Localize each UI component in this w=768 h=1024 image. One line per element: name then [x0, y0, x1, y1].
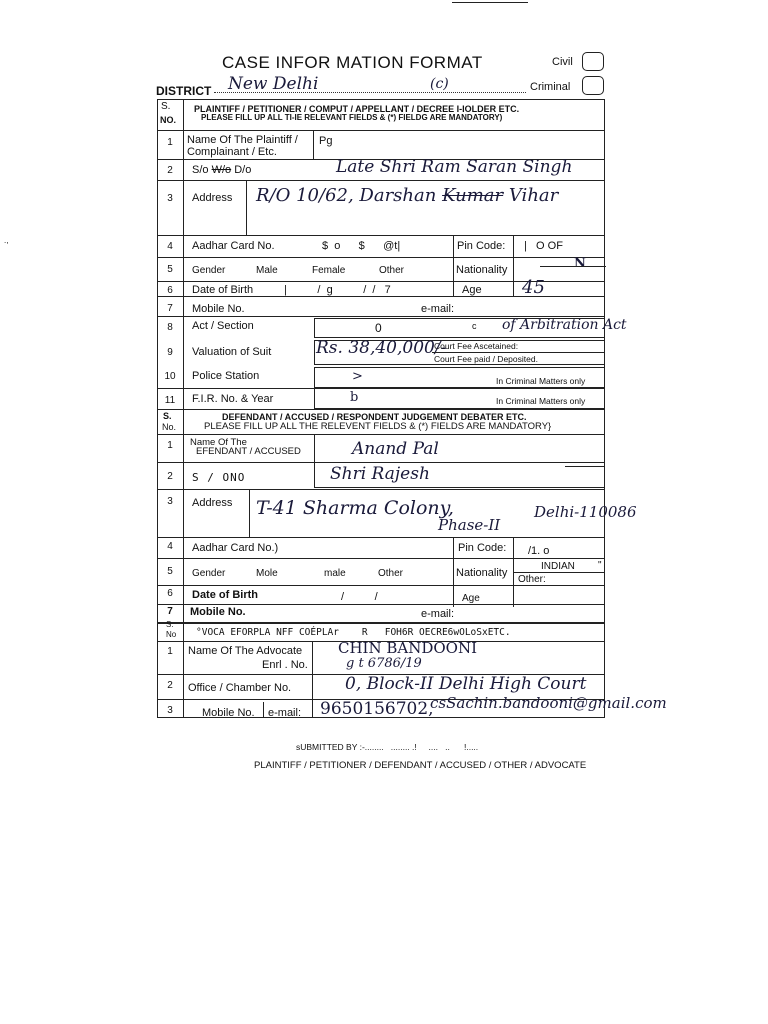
plaintiff-aadhar-label: Aadhar Card No. — [192, 240, 275, 252]
divider — [157, 604, 605, 605]
advocate-sno-label: S. — [166, 620, 174, 629]
defendant-relation-label: S / ONO — [192, 471, 246, 484]
defendant-dob-value[interactable]: / / — [341, 591, 378, 603]
address-text: R/O 10/62, Darshan — [256, 185, 437, 206]
defendant-nationality-mark: " — [598, 560, 602, 571]
plaintiff-act-value-2[interactable]: c — [472, 321, 477, 331]
divider — [565, 466, 605, 467]
row-number: 9 — [167, 347, 173, 358]
divider — [313, 130, 314, 159]
defendant-gender-other[interactable]: Other — [378, 568, 404, 579]
row-number: 7 — [167, 303, 173, 314]
plaintiff-aadhar-value[interactable]: $ o $ @t| — [322, 240, 401, 252]
divider — [157, 180, 605, 181]
divider — [157, 235, 605, 236]
defendant-email-label: e-mail: — [421, 608, 455, 620]
fir-value-mark[interactable]: b — [350, 390, 359, 405]
row-number: 4 — [167, 541, 173, 552]
plaintiff-name-value[interactable]: Pg — [319, 135, 333, 147]
submitted-by: sUBMITTED BY :-........ ........ .! .... .. !..... — [296, 742, 479, 752]
plaintiff-fir-label: F.I.R. No. & Year — [192, 393, 274, 405]
row-number: 1 — [167, 137, 173, 148]
row-number: 2 — [167, 680, 173, 691]
plaintiff-mobile-label: Mobile No. — [192, 303, 245, 315]
wo-label-struck: W/o — [211, 164, 232, 176]
defendant-address-label: Address — [192, 497, 233, 509]
row-number: 8 — [167, 322, 173, 333]
advocate-no-label: No — [166, 630, 177, 639]
defendant-nationality-value[interactable]: INDIAN — [541, 561, 575, 572]
plaintiff-act-value[interactable]: 0 — [375, 321, 382, 335]
advocate-name-label: Name Of The Advocate — [188, 645, 303, 657]
plaintiff-father-name[interactable]: Late Shri Ram Saran Singh — [336, 157, 573, 177]
plaintiff-name-label-2: Complainant / Etc. — [187, 146, 277, 158]
defendant-pin-value[interactable]: /1. o — [528, 545, 550, 557]
divider — [432, 352, 605, 353]
plaintiff-sno-label: S. — [161, 101, 171, 112]
row-number: 4 — [167, 241, 173, 252]
plaintiff-gender-male[interactable]: Male — [256, 265, 278, 276]
court-fee-ascertained: Court Fee Ascetained: — [434, 341, 519, 351]
plaintiff-relation-label — [192, 164, 251, 176]
defendant-father-name[interactable]: Shri Rajesh — [330, 464, 430, 484]
plaintiff-pin-label: Pin Code: — [457, 240, 506, 252]
row-number: 1 — [167, 646, 173, 657]
advocate-enrl-value[interactable]: g t 6786/19 — [346, 656, 422, 671]
district-extra[interactable]: (c) — [430, 76, 449, 92]
advocate-email-label: e-mail: — [268, 707, 302, 719]
plaintiff-police-label: Police Station — [192, 370, 260, 382]
divider — [157, 434, 605, 435]
divider — [314, 434, 315, 462]
defendant-pin-label: Pin Code: — [458, 542, 507, 554]
advocate-sno-divider — [183, 622, 184, 718]
row-number: 2 — [167, 165, 173, 176]
plaintiff-heading: PLAINTIFF / PETITIONER / COMPUT / APPELLANT / DECREE I-IOLDER ETC. — [194, 104, 520, 114]
defendant-name-label: Name Of The — [190, 437, 247, 448]
top-rule — [452, 2, 528, 3]
plaintiff-gender-other[interactable]: Other — [379, 265, 405, 276]
divider — [157, 130, 605, 131]
divider — [157, 585, 605, 586]
divider — [157, 537, 605, 538]
row-number: 7 — [167, 606, 173, 617]
defendant-nationality-label: Nationality — [456, 567, 508, 579]
row-number: 3 — [167, 496, 173, 507]
defendant-mobile-label: Mobile No. — [190, 606, 246, 618]
divider — [513, 235, 514, 297]
divider — [263, 702, 264, 718]
nationality-underline — [540, 266, 606, 267]
divider — [157, 257, 605, 258]
civil-label: Civil — [552, 56, 573, 68]
plaintiff-valuation-value[interactable]: Rs. 38,40,000/- — [316, 338, 447, 358]
divider — [249, 489, 250, 537]
district-value[interactable]: New Delhi — [228, 74, 319, 94]
plaintiff-no-label: NO. — [160, 115, 177, 125]
plaintiff-email-label: e-mail: — [421, 303, 455, 315]
address-rest-text: Vihar — [508, 185, 559, 206]
district-label: DISTRICT — [156, 84, 212, 98]
defendant-sno-label: S. — [163, 411, 172, 421]
plaintiff-nationality-label: Nationality — [456, 264, 508, 276]
plaintiff-age-value[interactable]: 45 — [522, 277, 545, 298]
defendant-aadhar-label: Aadhar Card No.) — [192, 542, 279, 554]
row-number: 5 — [167, 566, 173, 577]
form-title: CASE INFOR MATION FORMAT — [222, 53, 483, 72]
plaintiff-valuation-label: Valuation of Suit — [192, 346, 272, 358]
row-number: 10 — [164, 371, 176, 382]
defendant-gender-label: Gender — [192, 568, 226, 579]
plaintiff-address-label: Address — [192, 192, 233, 204]
divider — [157, 489, 605, 490]
do-label: D/o — [234, 164, 252, 176]
plaintiff-act-label: Act / Section — [192, 320, 254, 332]
stray-mark: ., — [4, 236, 9, 245]
advocate-mobile-label: Mobile No. — [202, 707, 255, 719]
defendant-heading-note: PLEASE FILL UP ALL THE RELEVENT FIELDS & (*) FIELDS ARE MANDATORY} — [204, 421, 552, 432]
advocate-heading: °VOCA EFORPLA NFF COÉPLAr R FOH6R OECRE6wOLoSxETC. — [196, 627, 511, 638]
advocate-mobile-value[interactable]: 9650156702, — [320, 699, 434, 719]
police-value-mark[interactable]: > — [352, 369, 363, 384]
defendant-age-label: Age — [462, 593, 480, 604]
row-number: 11 — [164, 395, 176, 406]
row-number: 1 — [167, 440, 173, 451]
divider — [453, 235, 454, 297]
defendant-no-label: No. — [162, 422, 177, 432]
plaintiff-gender-female[interactable]: Female — [312, 265, 346, 276]
defendant-address-value[interactable]: T-41 Sharma Colony, — [256, 497, 454, 519]
plaintiff-nationality-value[interactable]: N — [574, 256, 586, 271]
row-number: 2 — [167, 471, 173, 482]
defendant-address-value-3[interactable]: Delhi-110086 — [534, 503, 637, 521]
row-number: 3 — [167, 705, 173, 716]
fir-note: In Criminal Matters only — [496, 396, 586, 406]
criminal-label: Criminal — [530, 81, 571, 93]
plaintiff-heading-note: PLEASE FILL UP ALL TI-IE RELEVANT FIELDS & (*) FIELDG ARE MANDATORY) — [201, 113, 503, 122]
divider — [157, 558, 605, 559]
criminal-checkbox[interactable] — [582, 76, 604, 95]
plaintiff-dob-label: Date of Birth — [192, 284, 254, 296]
address-struck-text: Kumar — [442, 185, 504, 206]
divider — [246, 180, 247, 235]
defendant-other-label: Other: — [518, 574, 546, 585]
advocate-office-label: Office / Chamber No. — [188, 682, 292, 694]
plaintiff-dob-value[interactable]: | / g / / 7 — [284, 284, 391, 296]
defendant-gender-male[interactable]: Mole — [256, 568, 278, 579]
defendant-name-value[interactable]: Anand Pal — [352, 439, 439, 459]
divider — [312, 641, 313, 718]
defendant-heading: DEFENDANT / ACCUSED / RESPONDENT JUDGEMENT DEBATER ETC. — [222, 412, 527, 422]
plaintiff-gender-label: Gender — [192, 265, 226, 276]
plaintiff-age-label: Age — [462, 284, 482, 296]
row-number: 5 — [167, 264, 173, 275]
civil-checkbox[interactable] — [582, 52, 604, 71]
court-fee-paid: Court Fee paid / Deposited. — [434, 354, 538, 364]
row-number: 6 — [167, 588, 173, 599]
advocate-name-value[interactable]: CHIN BANDOONI — [338, 639, 478, 657]
police-note: In Criminal Matters only — [496, 376, 586, 386]
advocate-office-value[interactable]: 0, Block-II Delhi High Court — [345, 674, 587, 694]
plaintiff-name-label: Name Of The Plaintiff / — [187, 134, 298, 146]
so-label: S/o — [192, 164, 209, 176]
row-number: 3 — [167, 193, 173, 204]
defendant-address-value-2[interactable]: Phase-II — [438, 516, 501, 534]
plaintiff-address-value[interactable] — [256, 185, 558, 206]
divider — [453, 537, 454, 607]
divider — [513, 572, 605, 573]
defendant-name-label-2: EFENDANT / ACCUSED — [196, 446, 301, 457]
advocate-email-value[interactable]: csSachin.bandooni@gmail.com — [430, 694, 667, 712]
defendant-gender-female[interactable]: male — [324, 568, 346, 579]
row-number: 6 — [167, 285, 173, 296]
plaintiff-act-value-3[interactable]: of Arbitration Act — [502, 317, 627, 333]
plaintiff-pin-value[interactable]: | O OF — [524, 240, 563, 252]
advocate-enrl-label: Enrl . No. — [262, 659, 308, 671]
defendant-dob-label: Date of Birth — [192, 589, 258, 601]
submitter-roles: PLAINTIFF / PETITIONER / DEFENDANT / ACCUSED / OTHER / ADVOCATE — [254, 760, 587, 771]
